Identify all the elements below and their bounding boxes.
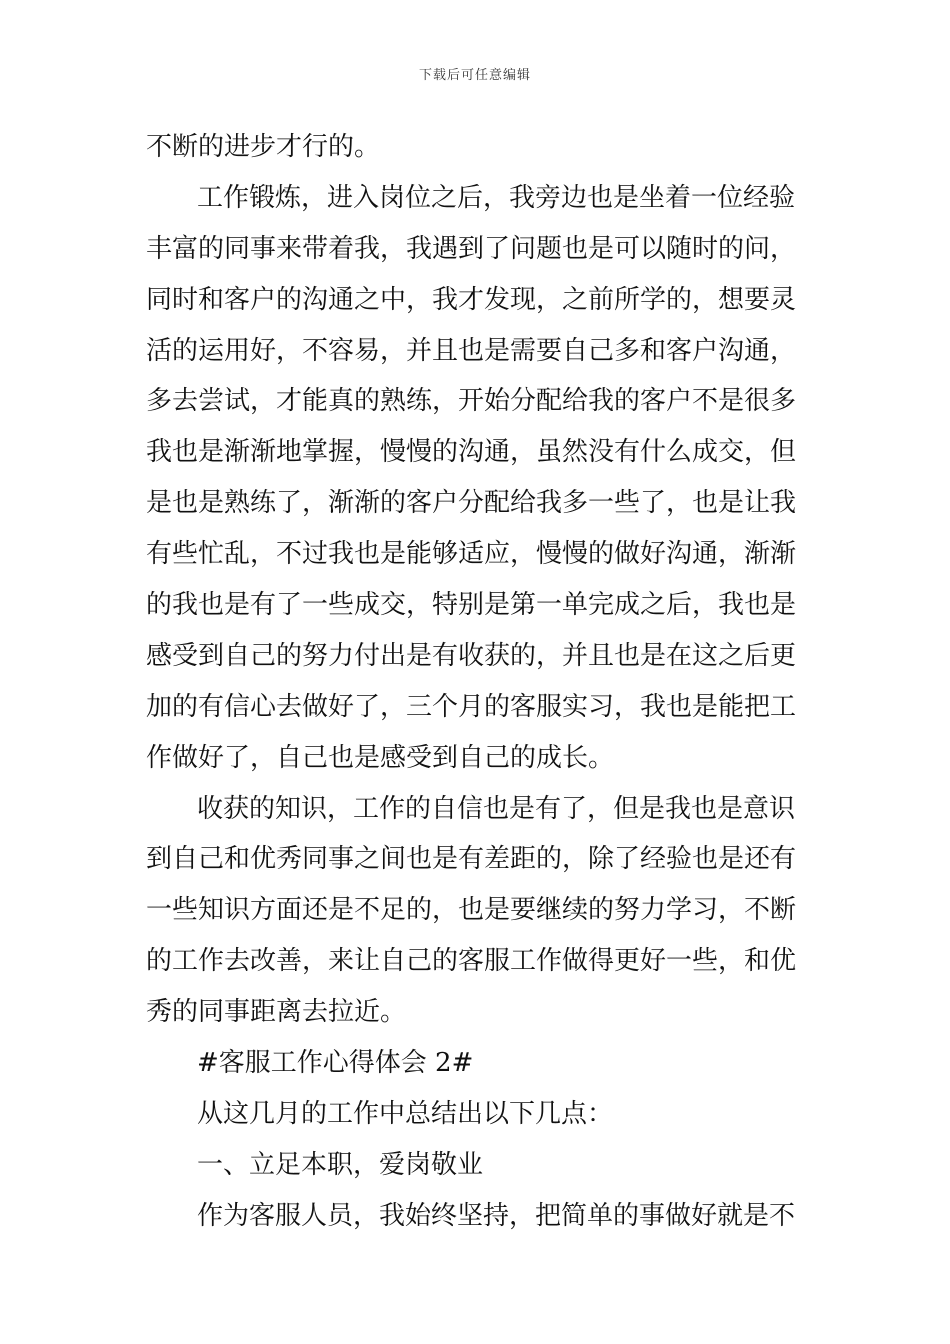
text-line: 秀的同事距离去拉近。: [146, 997, 407, 1028]
text-line: 工作锻炼，进入岗位之后，我旁边也是坐着一位经验: [197, 182, 796, 213]
text-line: #客服工作心得体会 2#: [197, 1048, 474, 1079]
text-line: 从这几月的工作中总结出以下几点：: [197, 1098, 614, 1129]
text-line: 一些知识方面还是不足的，也是要继续的努力学习，不断: [146, 895, 797, 926]
text-line: 到自己和优秀同事之间也是有差距的，除了经验也是还有: [146, 844, 797, 875]
document-body: [146, 122, 810, 1242]
text-line: 的工作去改善，来让自己的客服工作做得更好一些，和优: [146, 946, 797, 977]
text-line: 的我也是有了一些成交，特别是第一单完成之后，我也是: [146, 590, 797, 621]
text-line: 一、立足本职，爱岗敬业: [197, 1149, 484, 1180]
text-line: 是也是熟练了，渐渐的客户分配给我多一些了，也是让我: [146, 488, 797, 519]
text-line: 感受到自己的努力付出是有收获的，并且也是在这之后更: [146, 640, 797, 671]
text-line: 丰富的同事来带着我，我遇到了问题也是可以随时的问，: [146, 233, 797, 264]
text-line: 作做好了，自己也是感受到自己的成长。: [146, 742, 615, 773]
text-line: 加的有信心去做好了，三个月的客服实习，我也是能把工: [146, 691, 797, 722]
text-line: 我也是渐渐地掌握，慢慢的沟通，虽然没有什么成交，但: [146, 437, 797, 468]
text-line: 收获的知识，工作的自信也是有了，但是我也是意识: [197, 793, 796, 824]
page-header: 下载后可任意编辑: [418, 68, 531, 83]
text-line: 活的运用好，不容易，并且也是需要自己多和客户沟通，: [146, 335, 797, 366]
text-line: 作为客服人员，我始终坚持，把简单的事做好就是不: [197, 1200, 796, 1231]
text-line: 多去尝试，才能真的熟练，开始分配给我的客户不是很多: [146, 386, 797, 417]
text-line: 有些忙乱，不过我也是能够适应，慢慢的做好沟通，渐渐: [146, 539, 797, 570]
text-line: 同时和客户的沟通之中，我才发现，之前所学的，想要灵: [146, 284, 797, 315]
text-line: 不断的进步才行的。: [146, 132, 381, 162]
